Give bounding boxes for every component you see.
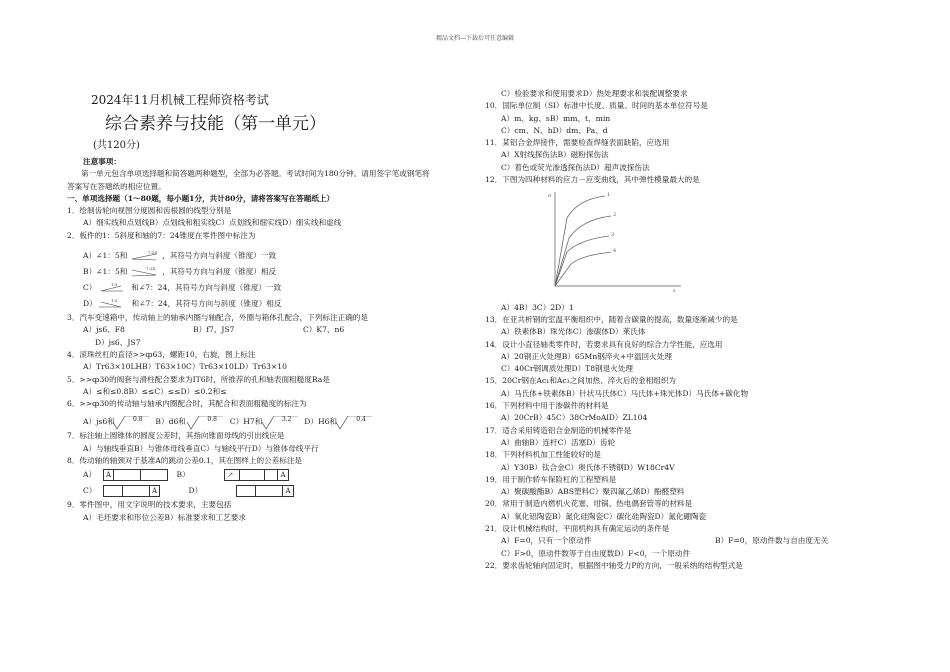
question-13-stem: 13．在亚共析钢的室温平衡组织中，随着含碳量的提高，数量逐渐减少的是 [485,314,738,324]
question-8-row-ab [67,467,435,483]
q8-a: A） [83,470,97,480]
question-15-stem: 15．20Cr钢在Ac₁和Ac₃之间加热、淬火后的金相组织为 [485,376,677,386]
q21-a: A）F=0，只有一个原动件 [501,536,592,546]
q2b-pre: B）∠1：5和 [83,267,128,277]
question-4-stem: 4．滚珠丝杠的直径>>ȹ63，螺距10，右旋，图上标注 [67,349,256,359]
question-17-stem: 17．适合采用铸造铝合金制造的机械零件是 [485,425,632,435]
right-column [485,88,885,572]
q6-b: B）d6和 [155,417,186,427]
q2c-pre: C） [83,283,97,293]
question-9-options: A）毛坯要求和形位公差B）标准要求和工艺要求 [83,512,246,522]
q2a-post: ，其符号方向与斜度（锥度）一致 [162,251,277,261]
question-14-stem: 14．设计小直径轴类零件时，若要求具有良好的综合力学性能，应选用 [485,339,723,349]
tolerance-frame-d [236,485,293,497]
question-19-options: A）聚碳酸酯B）ABS塑料C）聚四氟乙烯D）酚醛塑料 [501,487,685,497]
question-10-ab: A）m、kg、sB）mm、t、min [501,113,611,123]
roughness-symbol-icon [334,416,376,430]
question-1-stem: 1．绘制齿轮向视图分度圆和齿根圆的线型分别是 [67,206,232,216]
notice-label: 注意事项： [83,157,121,166]
paper-title: 综合素养与技能（第一单元） [105,114,326,134]
q6-c-val: 3.2 [281,416,292,424]
question-8-row-cd [67,483,435,499]
q6-c: C）H7和 [229,417,263,427]
question-21-stem: 21．设计机械结构时，平面机构具有确定运动的条件是 [485,524,670,534]
curve-label-4: 4 [613,248,617,255]
question-2-option-c [67,280,435,296]
curve-3 [555,236,609,286]
question-2-option-b [67,264,435,280]
left-column [67,92,435,524]
curve-1 [555,196,605,286]
question-6-stem: 6．>>ȹ30的传动轴与轴承内圈配合时，其配合和表面粗糙度的标注为 [67,399,307,409]
q2d-mark: 1:5 [111,299,118,304]
question-21-ab [485,535,885,547]
q2a-mark: 7:24 [147,251,157,256]
roughness-symbol-icon [260,416,302,430]
q2c-post: 和∠7：24，其符号方向与斜度（锥度）一致 [131,283,282,293]
question-7-options: A）与轴线垂直B）与锥体母线垂直C）与轴线平行D）与锥体母线平行 [83,443,319,453]
q8-d: D） [188,486,203,496]
question-21-cd: C）F>0，原动件数等于自由度数D）F<0，一个原动件 [501,548,691,558]
q2d-pre: D） [83,299,97,309]
total-score: (共120分) [93,140,140,151]
slope-symbol-icon [99,283,129,293]
question-15-options: A）马氏体+铁素体B）针状马氏体C）马氏体+珠光体D）马氏体+碳化物 [501,388,749,398]
tolerance-frame-a [103,469,168,481]
page-header: 精品文档---下载后可任意编辑 [435,35,515,42]
question-12-options: A）4B）3C）2D）1 [501,302,574,312]
question-2-stem: 2．板件的1：5斜度和轴的7：24锥度在零件图中标注为 [67,230,256,240]
tolerance-frame-c [103,485,160,497]
q2b-post: ，其符号方向与斜度（锥度）相反 [162,267,277,277]
datum-label: A [280,471,286,480]
question-2-option-d [67,296,435,312]
question-18-options: A）Y30B）钛合金C）奥氏体不锈钢D）W18Cr4V [501,462,675,472]
q3-d: D）js6、JS7 [95,337,141,347]
question-5-stem: 5．>>ȹ30的阀套与滑柱配合要求为IT6时，所推荐的孔和轴表面粗糙度Ra是 [67,374,330,384]
question-11-cd: C）着色或荧光渗透探伤法D）超声波探伤法 [501,162,650,172]
question-20-stem: 20．常用于制造内燃机火花塞、坩锅、热电偶套管等的材料是 [485,499,693,509]
notice-paragraph: 第一单元包含单项选择题和简答题两种题型，全部为必答题。考试时间为180分钟。请用签字笔或钢笔将答案写在答题纸的相应位置。 [67,169,430,191]
question-9-continued: C）检验要求和使用要求D）热处理要求和装配调整要求 [501,89,688,98]
exam-title: 2024年11月机械工程师资格考试 [91,93,269,107]
taper-reversed-symbol-icon [130,267,160,277]
question-10-stem: 10．国际单位制（SI）标准中长度、质量、时间的基本单位符号是 [485,101,708,111]
roughness-symbol-icon [111,416,153,430]
datum-label: A [104,470,114,480]
q6-a: A）js6和 [83,417,115,427]
question-6-options [67,410,435,430]
question-13-options: A）铁素体B）珠光体C）渗碳体D）莱氏体 [501,327,646,337]
question-1-options: A）细实线和点划线B）点划线和粗实线C）点划线和细实线D）细实线和虚线 [83,218,342,228]
question-8-stem: 8．传动轴的轴颈对于基准A的跳动公差0.1，其在图样上的公差标注是 [67,456,303,466]
question-5-options: A）≤和≤0.8B）≤≤C）≤≤D）≤0.2和≤ [83,386,227,396]
question-2-option-a [67,248,435,264]
datum-label: A [152,487,158,496]
q2d-post: 和∠7：24，其符号方向与斜度（锥度）相反 [131,299,282,309]
question-7-stem: 7．标注轴上圆锥体的圆度公差时，其指向锥面母线的引出线应是 [67,431,285,441]
curve-2 [555,216,611,286]
question-17-options: A）曲轴B）连杆C）活塞D）齿轮 [501,437,616,447]
q3-c: C）K7、n6 [303,325,345,335]
question-3-stem: 3．汽车变速箱中，传动轴上的轴承内圈与轴配合，外圈与箱体孔配合，下列标注正确的是 [67,313,368,323]
roughness-symbol-icon [185,416,227,430]
curve-label-1: 1 [607,192,611,199]
q2a-pre: A）∠1：5和 [83,251,128,261]
question-4-options: A）Tr63×10LHB）T63×10C）Tr63×10LD）Tr63×10 [83,362,287,372]
datum-label: A [285,487,291,496]
question-3-options-abc [67,324,435,336]
question-9-stem: 9．零件图中，用文字说明的技术要求，主要包括 [67,500,232,510]
question-11-stem: 11．某铝合金焊接件，需要检查焊缝表面缺陷，应选用 [485,138,670,148]
question-11-ab: A）X射线探伤法B）磁粉探伤法 [501,150,609,160]
curve-label-2: 2 [613,212,617,219]
question-19-stem: 19．用于制作轿车保险杠的工程塑料是 [485,474,617,484]
q8-b: B） [176,470,190,480]
question-22-stem: 22．要求齿轮轴向固定时，根据图中轴受力P的方向，一般采纳的结构型式是 [485,560,743,570]
question-18-stem: 18．下列材料机加工性能较好的是 [485,450,601,460]
slope-reversed-symbol-icon [99,299,129,309]
q3-b: B）f7、JS7 [193,325,235,335]
q6-d-val: 0.4 [356,416,366,424]
question-12-stem: 12．下图为四种材料的应力－应变曲线，其中弹性模量最大的是 [485,175,700,185]
question-16-options: A）20CrB）45C）38CrMoAlD）ZL104 [501,413,648,423]
q2b-mark: 7:24 [145,267,155,272]
q2c-mark: 1:5 [110,283,118,288]
stress-strain-chart [545,188,685,293]
chart-y-label: σ [548,193,552,200]
question-14-ab: A）20钢正火处理B）65Mn钢淬火+中温回火处理 [501,351,672,361]
chart-x-label: ε [673,288,676,294]
q6-b-val: 0.8 [207,416,217,424]
question-16-stem: 16．下列材料中用于渗碳件的材料是 [485,401,609,411]
curve-label-3: 3 [611,232,615,239]
q6-d: D）H6和 [304,417,337,427]
q8-c: C） [83,486,97,496]
q3-a: A）js6、F8 [83,325,125,335]
question-10-cd: C）cm、N、hD）dm、Pa、d [501,125,608,135]
question-20-options: A）氧化铝陶瓷B）氮化硅陶瓷C）碳化硅陶瓷D）氮化硼陶瓷 [501,511,707,521]
q21-b: B）F=0，原动件数与自由度无关 [715,536,829,546]
q6-a-val: 0.8 [133,416,143,424]
section-title: 一、单项选择题（1～80题，每小题1分，共计80分，请将答案写在答题纸上） [67,193,335,203]
tolerance-frame-b: ↗ A [224,469,288,481]
question-14-cd: C）40Cr钢调质处理D）T8钢退火处理 [501,364,634,374]
taper-symbol-icon [130,251,160,261]
